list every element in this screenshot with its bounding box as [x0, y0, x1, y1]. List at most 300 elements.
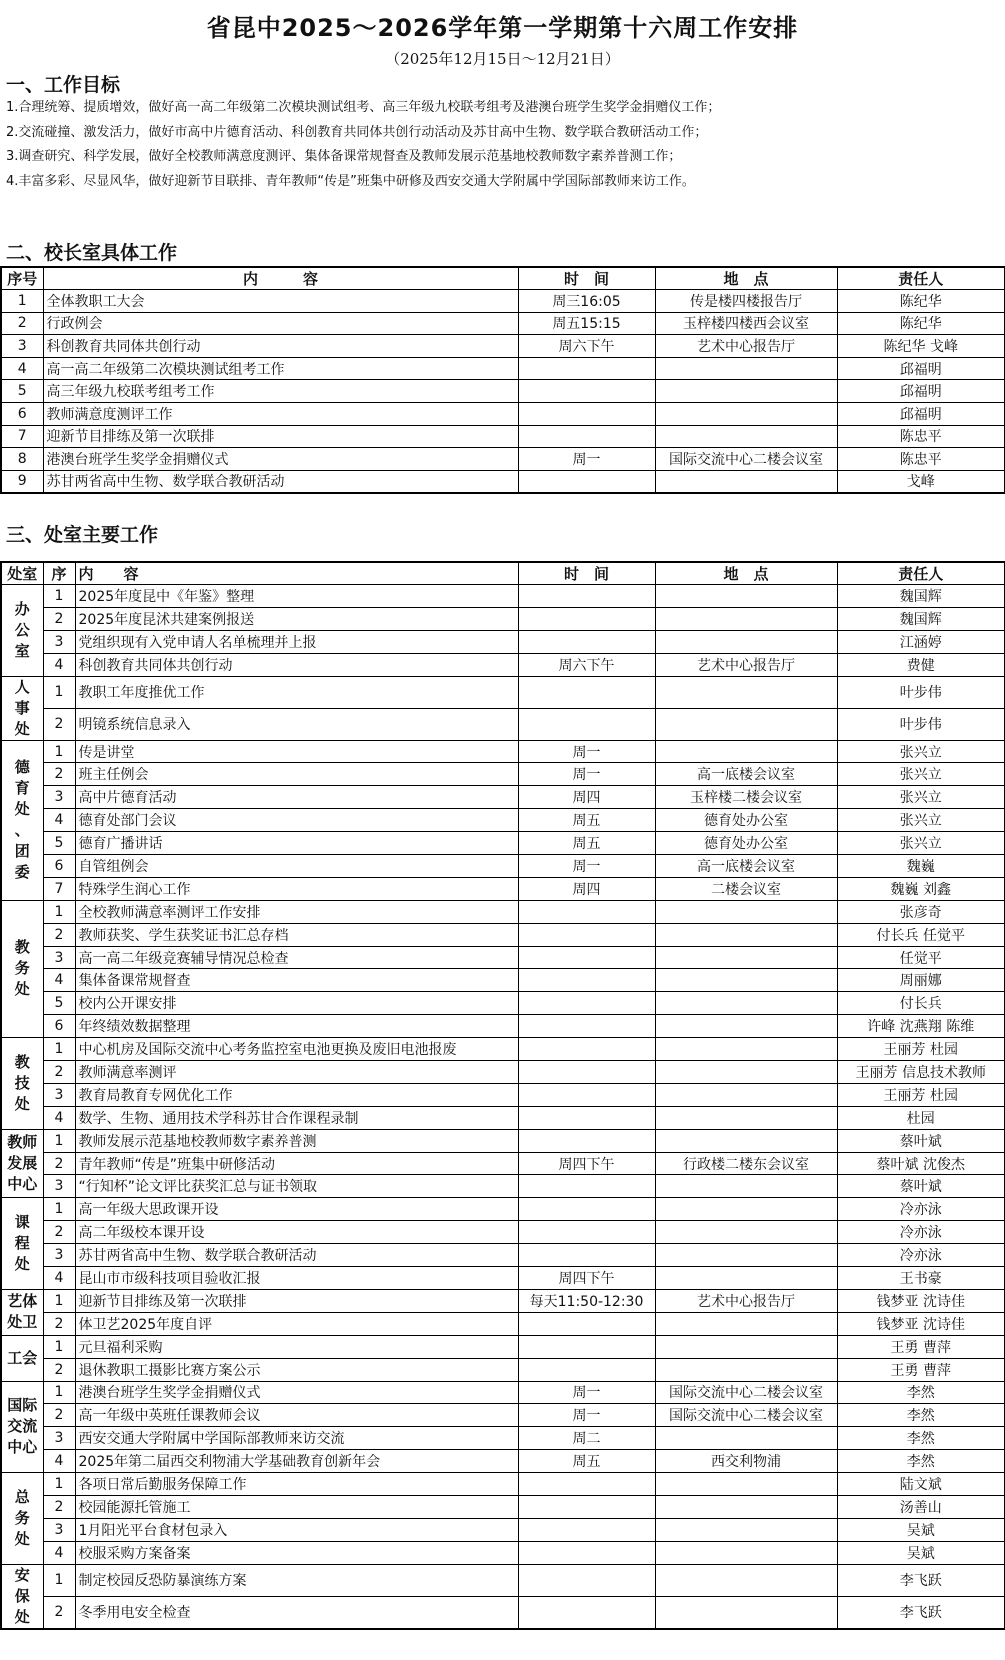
- task-content: 体卫艺2025年度自评: [75, 1312, 518, 1335]
- task-owner: 张兴立: [837, 809, 1005, 832]
- task-owner: 陈忠平: [837, 425, 1005, 448]
- task-time: [518, 708, 655, 740]
- table-row: [1, 1564, 1005, 1596]
- table-row: [1, 1038, 1005, 1061]
- table-row: [1, 1541, 1005, 1564]
- table-row: [1, 1083, 1005, 1106]
- goal-item: 4.丰富多彩、尽显风华，做好迎新节目联排、青年教师“传是”班集中研修及西安交通大学附属中学国际部教师来访工作。: [6, 173, 695, 189]
- table-row: [1, 607, 1005, 630]
- col-header-index: 序号: [1, 267, 43, 290]
- row-index: 3: [43, 1244, 75, 1267]
- table-row: [1, 357, 1005, 380]
- task-time: 周一: [518, 448, 655, 471]
- task-time: [518, 1198, 655, 1221]
- task-time: 周四: [518, 786, 655, 809]
- task-time: 周五15:15: [518, 312, 655, 335]
- task-location: 国际交流中心二楼会议室: [655, 448, 837, 471]
- row-index: 1: [43, 1381, 75, 1404]
- task-time: [518, 425, 655, 448]
- task-owner: 付长兵: [837, 992, 1005, 1015]
- department-table: [0, 561, 1005, 1630]
- office-name: 课 程 处: [1, 1198, 43, 1290]
- task-time: [518, 1518, 655, 1541]
- task-content: 数学、生物、通用技术学科苏甘合作课程录制: [75, 1106, 518, 1129]
- row-index: 1: [43, 1473, 75, 1496]
- task-time: 周五: [518, 1450, 655, 1473]
- row-index: 7: [43, 877, 75, 900]
- task-content: 党组织现有入党申请人名单梳理并上报: [75, 630, 518, 653]
- task-owner: 王书豪: [837, 1267, 1005, 1290]
- office-name: 教师 发展 中心: [1, 1129, 43, 1198]
- table-row: [1, 1061, 1005, 1084]
- task-location: [655, 1312, 837, 1335]
- task-location: [655, 425, 837, 448]
- task-owner: 钱梦亚 沈诗佳: [837, 1289, 1005, 1312]
- table-row: [1, 1518, 1005, 1541]
- row-index: 7: [1, 425, 43, 448]
- principal-office-table: [0, 266, 1005, 494]
- task-content: 各项日常后勤服务保障工作: [75, 1473, 518, 1496]
- task-location: [655, 900, 837, 923]
- row-index: 4: [43, 1450, 75, 1473]
- task-owner: 张兴立: [837, 786, 1005, 809]
- task-time: 周四: [518, 877, 655, 900]
- row-index: 2: [43, 1495, 75, 1518]
- task-owner: 陈忠平: [837, 448, 1005, 471]
- table-row: [1, 740, 1005, 763]
- task-location: [655, 676, 837, 708]
- task-content: 科创教育共同体共创行动: [43, 335, 518, 358]
- task-owner: 蔡叶斌: [837, 1175, 1005, 1198]
- table-row: [1, 946, 1005, 969]
- row-index: 4: [43, 809, 75, 832]
- task-content: 制定校园反恐防暴演练方案: [75, 1564, 518, 1596]
- task-owner: 陈纪华: [837, 312, 1005, 335]
- row-index: 2: [43, 763, 75, 786]
- task-content: 集体备课常规督查: [75, 969, 518, 992]
- office-name: 国际 交流 中心: [1, 1381, 43, 1473]
- row-index: 3: [1, 335, 43, 358]
- col-header-owner: 责任人: [837, 562, 1005, 585]
- task-owner: 蔡叶斌 沈俊杰: [837, 1152, 1005, 1175]
- task-location: [655, 1518, 837, 1541]
- task-location: 二楼会议室: [655, 877, 837, 900]
- task-location: 玉梓楼四楼西会议室: [655, 312, 837, 335]
- task-location: [655, 1335, 837, 1358]
- task-owner: 许峰 沈燕翔 陈维: [837, 1015, 1005, 1038]
- task-time: [518, 1596, 655, 1628]
- task-location: [655, 708, 837, 740]
- task-location: [655, 740, 837, 763]
- table-row: [1, 335, 1005, 358]
- task-content: 港澳台班学生奖学金捐赠仪式: [75, 1381, 518, 1404]
- col-header-content: 内 容: [75, 562, 518, 585]
- task-location: 国际交流中心二楼会议室: [655, 1404, 837, 1427]
- task-time: 周六下午: [518, 653, 655, 676]
- table-row: [1, 676, 1005, 708]
- row-index: 6: [43, 855, 75, 878]
- table-row: [1, 1312, 1005, 1335]
- task-owner: 张彦奇: [837, 900, 1005, 923]
- task-content: 德育广播讲话: [75, 832, 518, 855]
- task-time: [518, 607, 655, 630]
- task-owner: 冷亦泳: [837, 1244, 1005, 1267]
- task-location: [655, 1244, 837, 1267]
- task-owner: 费健: [837, 653, 1005, 676]
- task-time: 周一: [518, 855, 655, 878]
- task-location: [655, 1221, 837, 1244]
- table-row: [1, 1244, 1005, 1267]
- page-title: 省昆中2025～2026学年第一学期第十六周工作安排: [206, 14, 799, 42]
- row-index: 2: [43, 708, 75, 740]
- row-index: 4: [43, 1106, 75, 1129]
- table-row: [1, 630, 1005, 653]
- task-owner: 王勇 曹萍: [837, 1335, 1005, 1358]
- task-time: [518, 992, 655, 1015]
- task-location: [655, 1083, 837, 1106]
- task-location: [655, 1564, 837, 1596]
- table-row: [1, 1596, 1005, 1628]
- task-location: [655, 1267, 837, 1290]
- task-owner: 冷亦泳: [837, 1221, 1005, 1244]
- task-content: 元旦福利采购: [75, 1335, 518, 1358]
- section-heading-goals: 一、工作目标: [6, 74, 121, 96]
- office-name: 艺体 处卫: [1, 1289, 43, 1335]
- col-header-location: 地 点: [655, 562, 837, 585]
- task-location: 行政楼二楼东会议室: [655, 1152, 837, 1175]
- task-content: 高一年级中英班任课教师会议: [75, 1404, 518, 1427]
- task-owner: 魏国辉: [837, 585, 1005, 608]
- task-time: [518, 900, 655, 923]
- row-index: 1: [43, 676, 75, 708]
- task-owner: 江涵婷: [837, 630, 1005, 653]
- task-owner: 吴斌: [837, 1518, 1005, 1541]
- task-content: 高一高二年级第二次模块测试组考工作: [43, 357, 518, 380]
- table-row: [1, 1289, 1005, 1312]
- task-time: [518, 585, 655, 608]
- task-location: [655, 357, 837, 380]
- task-location: [655, 1061, 837, 1084]
- task-location: [655, 992, 837, 1015]
- table-row: [1, 585, 1005, 608]
- table-row: [1, 855, 1005, 878]
- task-location: [655, 946, 837, 969]
- row-index: 8: [1, 448, 43, 471]
- col-header-office: 处室: [1, 562, 43, 585]
- task-owner: 钱梦亚 沈诗佳: [837, 1312, 1005, 1335]
- task-content: 行政例会: [43, 312, 518, 335]
- task-owner: 陈纪华: [837, 290, 1005, 313]
- task-content: 教职工年度推优工作: [75, 676, 518, 708]
- task-location: 高一底楼会议室: [655, 763, 837, 786]
- task-location: [655, 923, 837, 946]
- task-owner: 张兴立: [837, 763, 1005, 786]
- task-owner: 魏巍 刘鑫: [837, 877, 1005, 900]
- task-time: 周一: [518, 1404, 655, 1427]
- row-index: 6: [43, 1015, 75, 1038]
- row-index: 5: [43, 832, 75, 855]
- task-time: 每天11:50-12:30: [518, 1289, 655, 1312]
- row-index: 4: [43, 653, 75, 676]
- row-index: 5: [43, 992, 75, 1015]
- task-time: [518, 1244, 655, 1267]
- task-content: 高三年级九校联考组考工作: [43, 380, 518, 403]
- task-content: 全体教职工大会: [43, 290, 518, 313]
- task-location: 西交利物浦: [655, 1450, 837, 1473]
- date-range: （2025年12月15日～12月21日）: [385, 50, 620, 68]
- row-index: 1: [43, 1564, 75, 1596]
- table-row: [1, 786, 1005, 809]
- task-location: 国际交流中心二楼会议室: [655, 1381, 837, 1404]
- task-content: 西安交通大学附属中学国际部教师来访交流: [75, 1427, 518, 1450]
- table-row: [1, 923, 1005, 946]
- task-time: [518, 946, 655, 969]
- task-content: 教师满意率测评: [75, 1061, 518, 1084]
- section-heading-principal: 二、校长室具体工作: [6, 242, 178, 264]
- task-owner: 汤善山: [837, 1495, 1005, 1518]
- task-time: [518, 1015, 655, 1038]
- task-location: [655, 607, 837, 630]
- task-owner: 王丽芳 杜园: [837, 1083, 1005, 1106]
- task-owner: 邱福明: [837, 380, 1005, 403]
- task-location: [655, 1129, 837, 1152]
- table-row: [1, 470, 1005, 493]
- task-content: 2025年度昆中《年鉴》整理: [75, 585, 518, 608]
- task-content: 2025年度昆沭共建案例报送: [75, 607, 518, 630]
- task-time: [518, 357, 655, 380]
- task-owner: 王丽芳 杜园: [837, 1038, 1005, 1061]
- task-content: 高一高二年级竞赛辅导情况总检查: [75, 946, 518, 969]
- task-location: [655, 380, 837, 403]
- col-header-location: 地 点: [655, 267, 837, 290]
- row-index: 1: [43, 1289, 75, 1312]
- row-index: 4: [43, 1541, 75, 1564]
- row-index: 2: [1, 312, 43, 335]
- task-content: 高中片德育活动: [75, 786, 518, 809]
- task-time: [518, 1312, 655, 1335]
- task-time: [518, 1061, 655, 1084]
- task-owner: 任觉平: [837, 946, 1005, 969]
- task-content: 中心机房及国际交流中心考务监控室电池更换及废旧电池报废: [75, 1038, 518, 1061]
- col-header-owner: 责任人: [837, 267, 1005, 290]
- task-owner: 魏巍: [837, 855, 1005, 878]
- task-content: 高二年级校本课开设: [75, 1221, 518, 1244]
- task-content: 教师获奖、学生获奖证书汇总存档: [75, 923, 518, 946]
- task-time: [518, 1335, 655, 1358]
- row-index: 2: [43, 1312, 75, 1335]
- task-location: 德育处办公室: [655, 809, 837, 832]
- task-time: 周六下午: [518, 335, 655, 358]
- table-row: [1, 763, 1005, 786]
- office-name: 德 育 处 、 团 委: [1, 740, 43, 900]
- task-location: [655, 1015, 837, 1038]
- task-owner: 冷亦泳: [837, 1198, 1005, 1221]
- table-row: [1, 1198, 1005, 1221]
- task-location: 玉梓楼二楼会议室: [655, 786, 837, 809]
- table-row: [1, 1152, 1005, 1175]
- task-owner: 李飞跃: [837, 1564, 1005, 1596]
- task-owner: 周丽娜: [837, 969, 1005, 992]
- task-owner: 李然: [837, 1427, 1005, 1450]
- task-content: “行知杯”论文评比获奖汇总与证书领取: [75, 1175, 518, 1198]
- table-row: [1, 1450, 1005, 1473]
- task-content: 冬季用电安全检查: [75, 1596, 518, 1628]
- task-content: 高一年级大思政课开设: [75, 1198, 518, 1221]
- table-row: [1, 1404, 1005, 1427]
- task-content: 全校教师满意率测评工作安排: [75, 900, 518, 923]
- table-row: [1, 1015, 1005, 1038]
- task-content: 苏甘两省高中生物、数学联合教研活动: [43, 470, 518, 493]
- col-header-content: 内 容: [43, 267, 518, 290]
- task-location: 艺术中心报告厅: [655, 335, 837, 358]
- task-location: 艺术中心报告厅: [655, 653, 837, 676]
- table-row: [1, 809, 1005, 832]
- task-time: 周五: [518, 832, 655, 855]
- office-name: 办 公 室: [1, 585, 43, 677]
- task-time: 周四下午: [518, 1267, 655, 1290]
- table-row: [1, 1335, 1005, 1358]
- table-row: [1, 1106, 1005, 1129]
- task-owner: 魏国辉: [837, 607, 1005, 630]
- task-content: 昆山市市级科技项目验收汇报: [75, 1267, 518, 1290]
- task-content: 传是讲堂: [75, 740, 518, 763]
- task-content: 校服采购方案备案: [75, 1541, 518, 1564]
- task-content: 校内公开课安排: [75, 992, 518, 1015]
- task-time: 周一: [518, 740, 655, 763]
- task-location: [655, 1175, 837, 1198]
- task-time: [518, 676, 655, 708]
- task-time: [518, 1175, 655, 1198]
- task-owner: 王丽芳 信息技术教师: [837, 1061, 1005, 1084]
- task-content: 科创教育共同体共创行动: [75, 653, 518, 676]
- row-index: 3: [43, 1427, 75, 1450]
- principal-office-rows: [1, 290, 1005, 493]
- task-time: [518, 630, 655, 653]
- task-content: 教育局教育专网优化工作: [75, 1083, 518, 1106]
- table-row: [1, 877, 1005, 900]
- row-index: 5: [1, 380, 43, 403]
- task-location: [655, 402, 837, 425]
- row-index: 6: [1, 402, 43, 425]
- section-heading-departments: 三、处室主要工作: [6, 524, 159, 546]
- row-index: 3: [43, 786, 75, 809]
- table-row: [1, 1495, 1005, 1518]
- task-content: 德育处部门会议: [75, 809, 518, 832]
- task-time: [518, 1083, 655, 1106]
- task-content: 青年教师“传是”班集中研修活动: [75, 1152, 518, 1175]
- task-time: [518, 1358, 655, 1381]
- task-location: [655, 1495, 837, 1518]
- task-location: [655, 969, 837, 992]
- row-index: 2: [43, 923, 75, 946]
- task-content: 明镜系统信息录入: [75, 708, 518, 740]
- task-content: 迎新节目排练及第一次联排: [75, 1289, 518, 1312]
- goal-item: 2.交流碰撞、激发活力，做好市高中片德育活动、科创教育共同体共创行动活动及苏甘高中生物、数学联合教研活动工作；: [6, 124, 708, 140]
- row-index: 3: [43, 946, 75, 969]
- office-name: 教 技 处: [1, 1038, 43, 1130]
- row-index: 2: [43, 1221, 75, 1244]
- department-rows: [1, 585, 1005, 1629]
- task-content: 自管组例会: [75, 855, 518, 878]
- task-time: [518, 969, 655, 992]
- task-owner: 李然: [837, 1450, 1005, 1473]
- table-row: [1, 1427, 1005, 1450]
- row-index: 4: [1, 357, 43, 380]
- row-index: 2: [43, 1358, 75, 1381]
- task-location: [655, 1198, 837, 1221]
- task-location: [655, 1541, 837, 1564]
- task-content: 校园能源托管施工: [75, 1495, 518, 1518]
- table-row: [1, 1221, 1005, 1244]
- table-row: [1, 900, 1005, 923]
- row-index: 3: [43, 1175, 75, 1198]
- table-row: [1, 380, 1005, 403]
- task-owner: 李飞跃: [837, 1596, 1005, 1628]
- task-owner: 李然: [837, 1381, 1005, 1404]
- task-location: [655, 1106, 837, 1129]
- row-index: 1: [43, 585, 75, 608]
- task-time: [518, 1473, 655, 1496]
- task-owner: 付长兵 任觉平: [837, 923, 1005, 946]
- task-location: [655, 1596, 837, 1628]
- office-name: 工会: [1, 1335, 43, 1381]
- task-content: 退休教职工摄影比赛方案公示: [75, 1358, 518, 1381]
- task-content: 港澳台班学生奖学金捐赠仪式: [43, 448, 518, 471]
- table-row: [1, 312, 1005, 335]
- goal-item: 1.合理统筹、提质增效，做好高一高二年级第二次模块测试组考、高三年级九校联考组考及港澳台班学生奖学金捐赠仪工作；: [6, 100, 721, 115]
- task-content: 1月阳光平台食材包录入: [75, 1518, 518, 1541]
- task-time: [518, 402, 655, 425]
- task-content: 迎新节目排练及第一次联排: [43, 425, 518, 448]
- table-row: [1, 1175, 1005, 1198]
- office-name: 教 务 处: [1, 900, 43, 1037]
- task-time: [518, 470, 655, 493]
- row-index: 3: [43, 1518, 75, 1541]
- table-row: [1, 402, 1005, 425]
- table-row: [1, 448, 1005, 471]
- row-index: 3: [43, 1083, 75, 1106]
- table-row: [1, 969, 1005, 992]
- task-time: 周四下午: [518, 1152, 655, 1175]
- table-row: [1, 1129, 1005, 1152]
- task-location: 艺术中心报告厅: [655, 1289, 837, 1312]
- col-header-time: 时 间: [518, 562, 655, 585]
- task-owner: 叶步伟: [837, 708, 1005, 740]
- task-time: [518, 1038, 655, 1061]
- task-owner: 叶步伟: [837, 676, 1005, 708]
- task-owner: 李然: [837, 1404, 1005, 1427]
- goals-list: [6, 96, 996, 194]
- task-content: 年终绩效数据整理: [75, 1015, 518, 1038]
- row-index: 2: [43, 1596, 75, 1628]
- table-row: [1, 1358, 1005, 1381]
- task-time: 周二: [518, 1427, 655, 1450]
- table-row: [1, 708, 1005, 740]
- task-time: 周一: [518, 1381, 655, 1404]
- task-location: [655, 630, 837, 653]
- task-content: 教师发展示范基地校教师数字素养普测: [75, 1129, 518, 1152]
- office-name: 人 事 处: [1, 676, 43, 740]
- row-index: 1: [43, 900, 75, 923]
- task-content: 班主任例会: [75, 763, 518, 786]
- row-index: 3: [43, 630, 75, 653]
- task-location: [655, 1473, 837, 1496]
- task-location: [655, 585, 837, 608]
- task-time: [518, 1129, 655, 1152]
- table-row: [1, 832, 1005, 855]
- task-owner: 杜园: [837, 1106, 1005, 1129]
- table-row: [1, 1381, 1005, 1404]
